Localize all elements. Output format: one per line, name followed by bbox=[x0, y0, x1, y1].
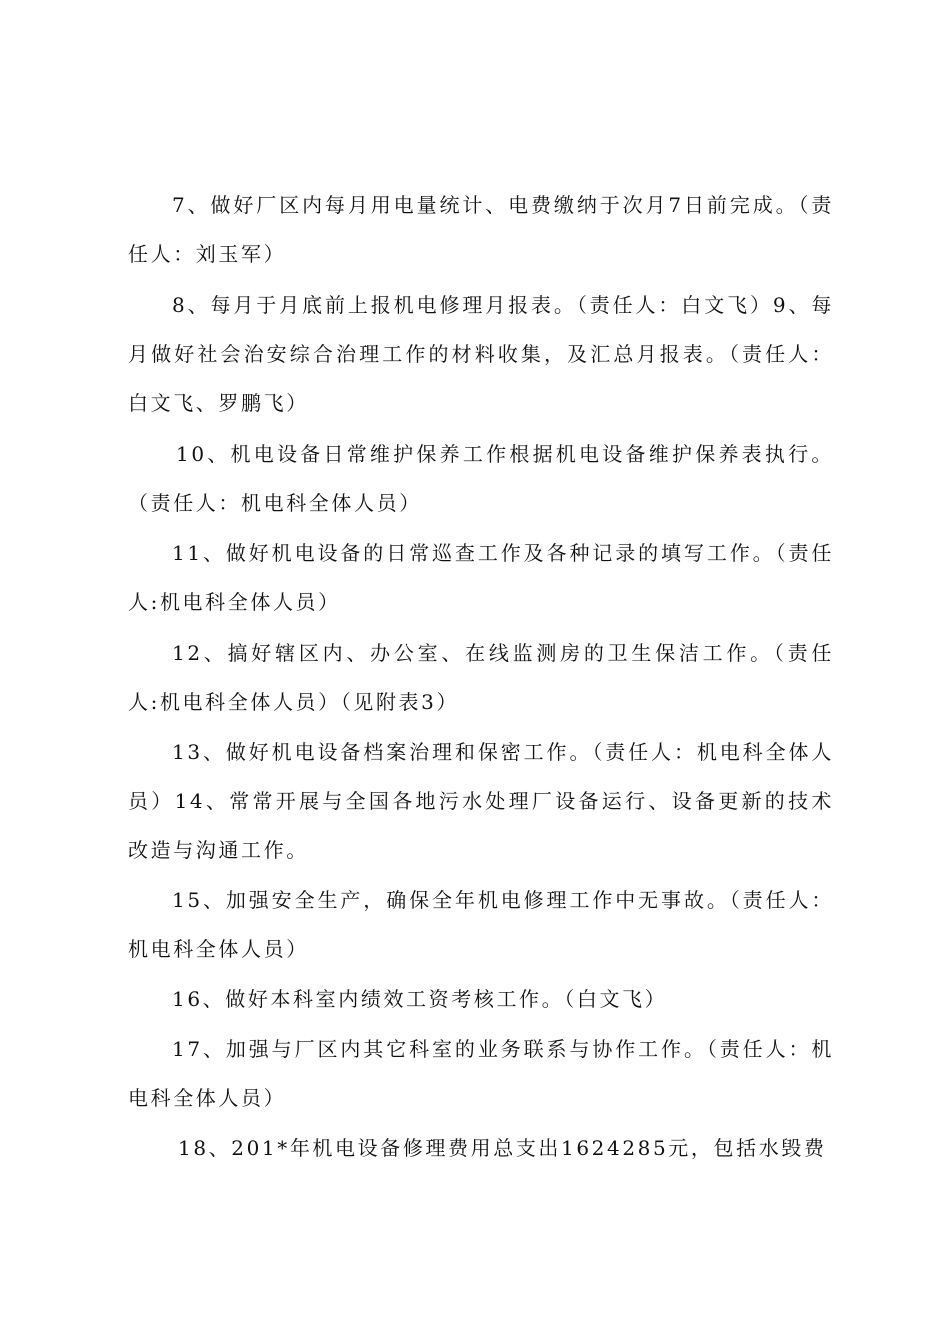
paragraph-item-12: 12、搞好辖区内、办公室、在线监测房的卫生保洁工作。（责任人:机电科全体人员）（见附表3） bbox=[128, 641, 834, 714]
paragraph-item-13-14: 13、做好机电设备档案治理和保密工作。（责任人：机电科全体人员）14、常常开展与全国各地污水处理厂设备运行、设备更新的技术改造与沟通工作。 bbox=[128, 740, 834, 862]
paragraph-item-10: 10、机电设备日常维护保养工作根据机电设备维护保养表执行。（责任人：机电科全体人员） bbox=[128, 442, 834, 515]
paragraph-item-17: 17、加强与厂区内其它科室的业务联系与协作工作。（责任人：机电科全体人员） bbox=[128, 1037, 834, 1110]
paragraph-item-16: 16、做好本科室内绩效工资考核工作。（白文飞） bbox=[172, 987, 668, 1011]
paragraph-item-8-9: 8、每月于月底前上报机电修理月报表。（责任人：白文飞）9、每月做好社会治安综合治理工作的材料收集，及汇总月报表。（责任人：白文飞、罗鹏飞） bbox=[128, 293, 834, 415]
paragraph-item-7: 7、做好厂区内每月用电量统计、电费缴纳于次月7日前完成。（责任人：刘玉军） bbox=[128, 193, 834, 266]
paragraph-item-15: 15、加强安全生产，确保全年机电修理工作中无事故。（责任人：机电科全体人员） bbox=[128, 888, 834, 961]
paragraph-item-18: 18、201*年机电设备修理费用总支出1624285元，包括水毁费 bbox=[178, 1136, 827, 1160]
paragraph-item-11: 11、做好机电设备的日常巡查工作及各种记录的填写工作。（责任人:机电科全体人员） bbox=[128, 541, 834, 614]
